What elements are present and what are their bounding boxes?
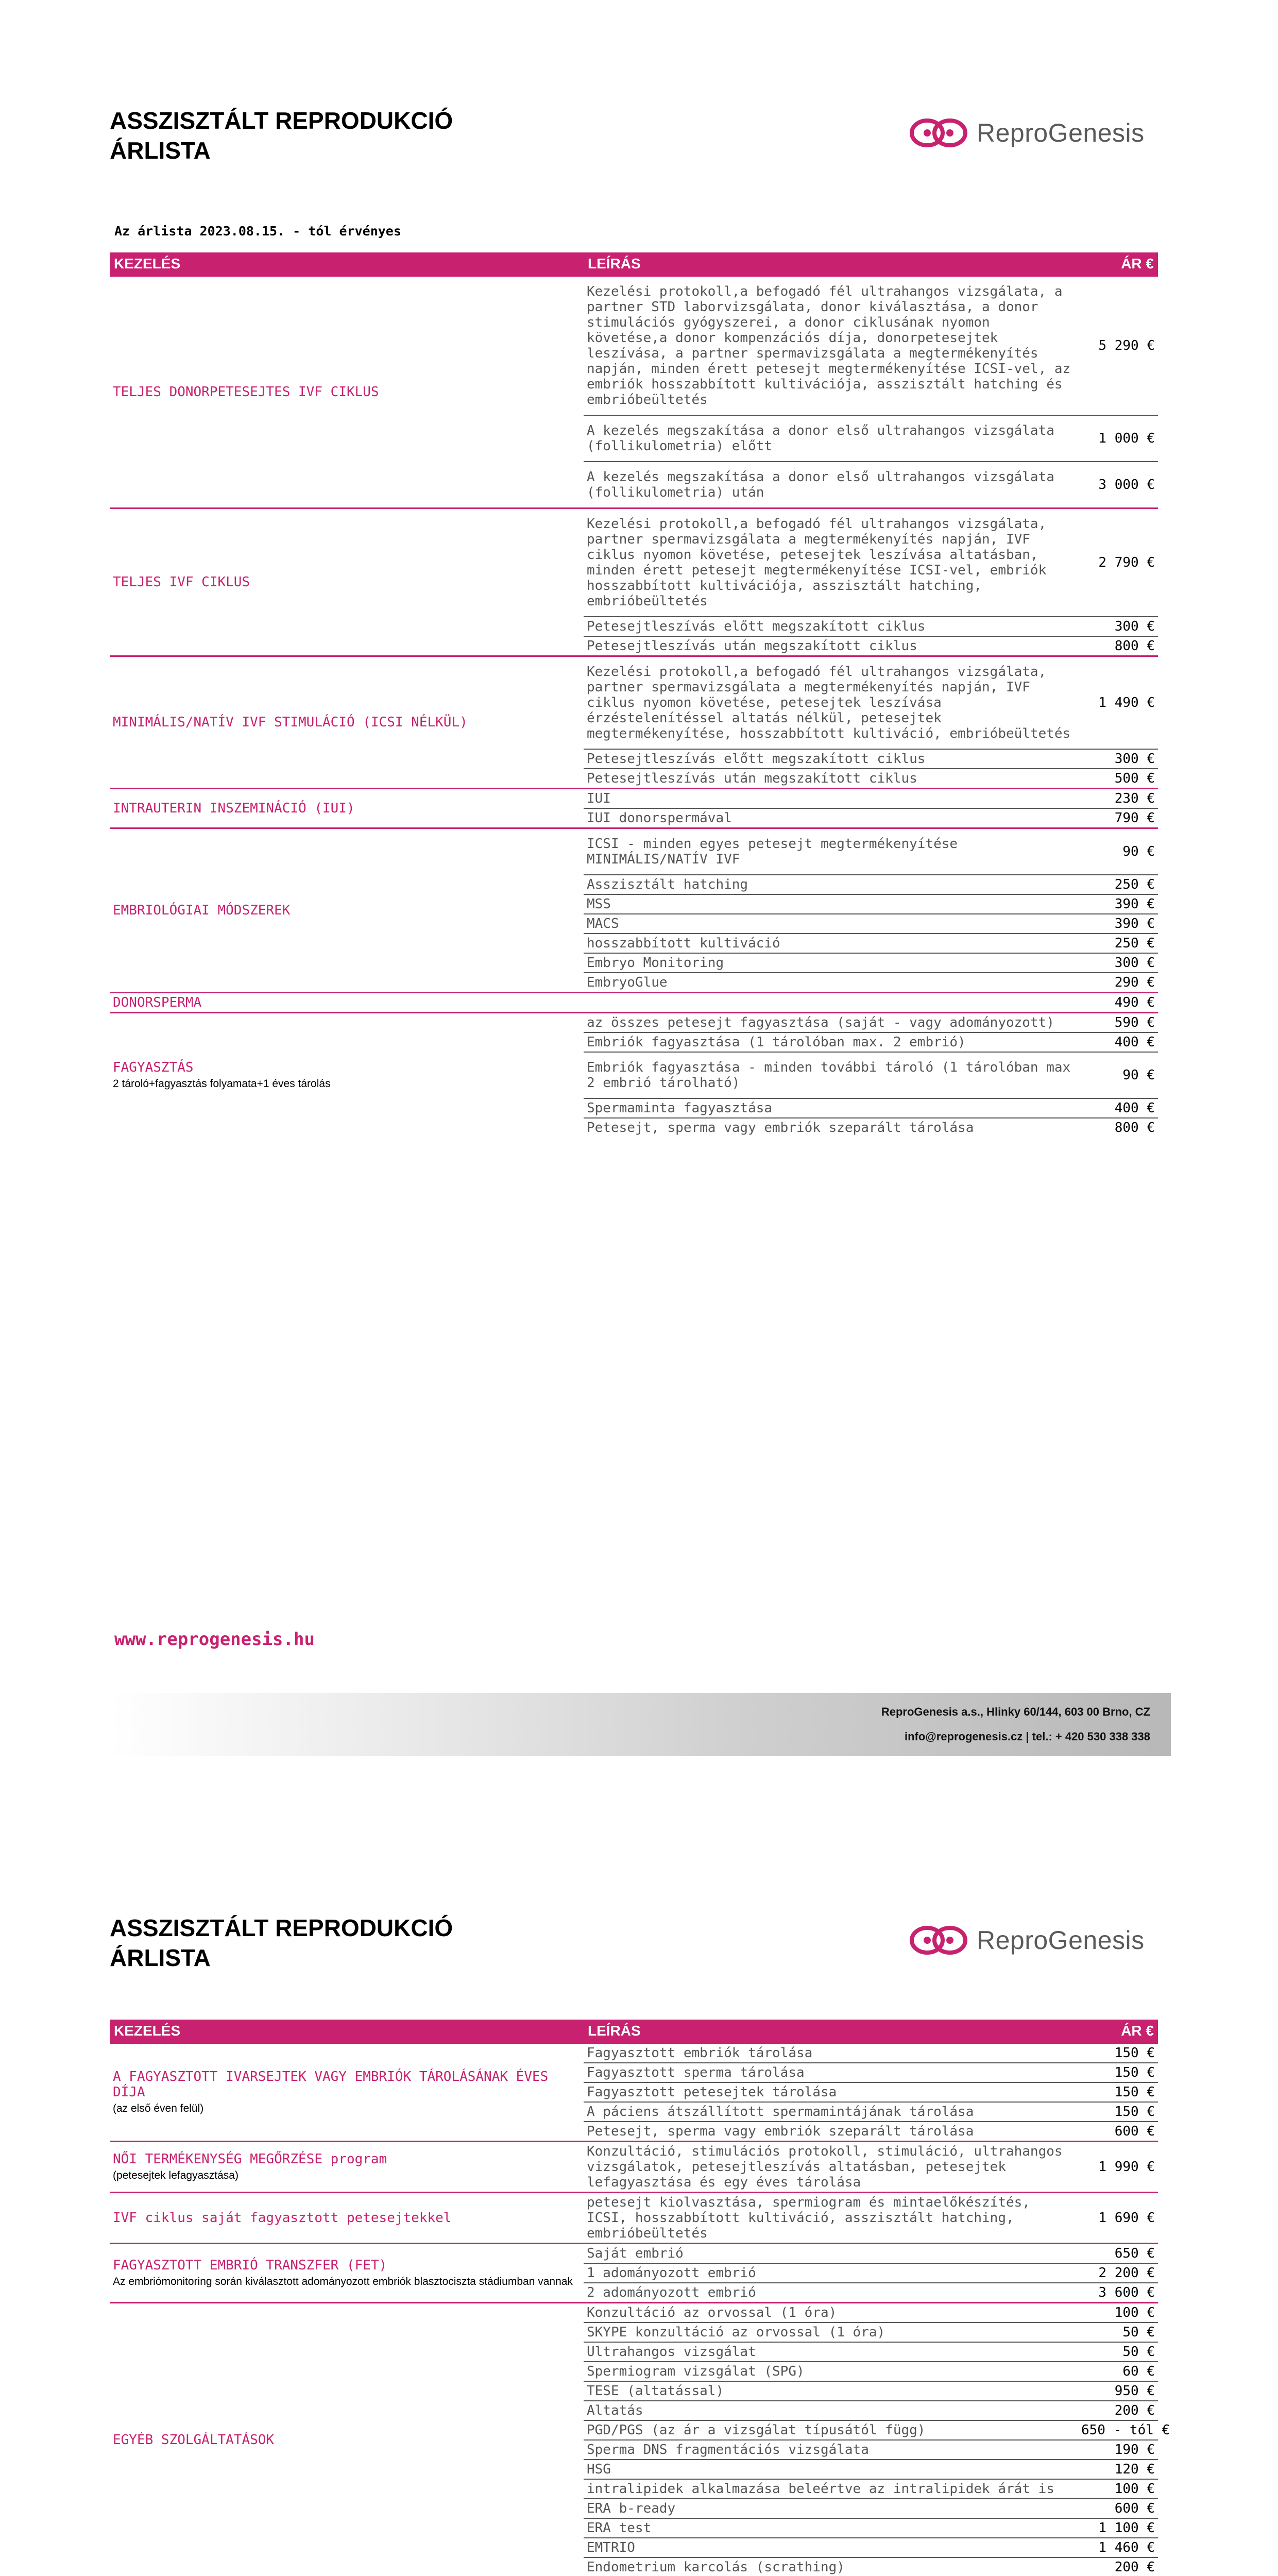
header-treatment: KEZELÉS [110,2020,584,2043]
table-row [110,2244,1158,2264]
description-cell: EmbryoGlue [584,973,1078,993]
description-cell: A kezelés megszakítása a donor első ultrahangos vizsgálata (follikulometria) után [584,462,1078,509]
price-cell: 1 490 € [1078,656,1158,750]
price-cell: 2 790 € [1078,509,1158,617]
header-description: LEÍRÁS [584,2020,1078,2043]
table-row [110,2142,1158,2193]
price-cell: 150 € [1078,2063,1158,2082]
title-line-1: ASSZISZTÁLT REPRODUKCIÓ [110,1914,453,1941]
category-name: TELJES DONORPETESEJTES IVF CIKLUS [113,384,379,400]
price-cell: 590 € [1078,1013,1158,1033]
description-cell: Petesejtleszívás után megszakított ciklus [584,636,1078,656]
price-cell: 250 € [1078,934,1158,953]
description-cell: A páciens átszállított spermamintájának tárolása [584,2102,1078,2122]
table-row [110,2193,1158,2244]
description-cell: Embryo Monitoring [584,953,1078,973]
price-cell: 200 € [1078,2401,1158,2420]
price-cell: 50 € [1078,2342,1158,2362]
price-cell: 150 € [1078,2102,1158,2122]
table-row [110,2303,1158,2323]
price-cell: 190 € [1078,2440,1158,2460]
category-name: EGYÉB SZOLGÁLTATÁSOK [113,2432,275,2448]
description-cell: az összes petesejt fagyasztása (saját - vagy adományozott) [584,1013,1078,1033]
header-treatment: KEZELÉS [110,252,584,276]
table-header-row [110,252,1158,276]
description-cell: MACS [584,914,1078,934]
price-cell: 800 € [1078,1118,1158,1137]
table-row [110,789,1158,809]
price-cell: 3 000 € [1078,462,1158,509]
description-cell: IUI [584,789,1078,809]
description-cell: Sperma DNS fragmentációs vizsgálata [584,2440,1078,2460]
description-cell: Petesejt, sperma vagy embriók szeparált tárolása [584,1118,1078,1137]
logo-icon [908,1925,969,1956]
price-cell: 390 € [1078,894,1158,914]
price-cell: 300 € [1078,953,1158,973]
description-cell: Fagyasztott sperma tárolása [584,2063,1078,2082]
brand-name: ReproGenesis [977,118,1145,147]
price-cell: 650 € [1078,2244,1158,2264]
footer-address: ReproGenesis a.s., Hlinky 60/144, 603 00 Brno, CZ [881,1705,1150,1718]
category-name: NŐI TERMÉKENYSÉG MEGŐRZÉSE program [113,2151,387,2167]
header-description: LEÍRÁS [584,252,1078,276]
description-cell: Konzultáció az orvossal (1 óra) [584,2303,1078,2323]
table-row [110,656,1158,750]
description-cell: petesejt kiolvasztása, spermiogram és mintaelőkészítés, ICSI, hosszabbított kultiváció, asszisztált hatching, embrióbeültetés [584,2193,1078,2244]
logo-icon [908,117,969,148]
category-name: DONORSPERMA [113,995,202,1010]
price-cell: 490 € [1078,993,1158,1013]
price-cell: 1 990 € [1078,2142,1158,2193]
price-cell: 150 € [1078,2082,1158,2102]
description-cell: intralipidek alkalmazása beleértve az intralipidek árát is [584,2479,1078,2499]
price-cell: 300 € [1078,749,1158,769]
description-cell: A kezelés megszakítása a donor első ultrahangos vizsgálata (follikulometria) előtt [584,415,1078,462]
price-cell: 60 € [1078,2362,1158,2381]
table-row [110,509,1158,617]
price-cell: 1 460 € [1078,2538,1158,2557]
description-cell: PGD/PGS (az ár a vizsgálat típusától függ) [584,2420,1078,2440]
category-name: FAGYASZTOTT EMBRIÓ TRANSZFER (FET) [113,2258,387,2273]
table-row [110,2043,1158,2063]
table-row [110,828,1158,875]
price-cell: 650 - tól € [1078,2420,1158,2440]
category-cell [110,276,584,509]
price-cell: 150 € [1078,2043,1158,2063]
price-cell: 120 € [1078,2460,1158,2479]
description-cell: Altatás [584,2401,1078,2420]
title-line-2: ÁRLISTA [110,1944,211,1971]
category-cell [110,509,584,656]
category-cell [110,993,584,1013]
description-cell: Kezelési protokoll,a befogadó fél ultrahangos vizsgálata, partner spermavizsgálata a megtermékenyítés napján, IVF ciklus nyomon követése, petesejtek leszívása altatásban, minden érett petesejt megtermékenyítése ICSI-vel, embriók hosszabbított kultivációja, asszisztált hatching, embrióbeültetés [584,509,1078,617]
price-table-2 [110,2020,1170,2576]
price-cell: 950 € [1078,2381,1158,2401]
price-cell: 500 € [1078,769,1158,789]
price-cell: 800 € [1078,636,1158,656]
description-cell: Endometrium karcolás (scrathing) [584,2557,1078,2576]
price-cell: 400 € [1078,1032,1158,1052]
category-cell [110,1013,584,1138]
price-cell: 100 € [1078,2479,1158,2499]
description-cell: Fagyasztott petesejtek tárolása [584,2082,1078,2102]
price-cell: 2 200 € [1078,2263,1158,2283]
price-cell: 100 € [1078,2303,1158,2323]
category-note: 2 tároló+fagyasztás folyamata+1 éves tárolás [113,1078,331,1090]
category-name: A FAGYASZTOTT IVARSEJTEK VAGY EMBRIÓK TÁROLÁSÁNAK ÉVES DÍJA [113,2069,549,2100]
description-cell: ERA test [584,2518,1078,2538]
price-table-1 [110,252,1158,1137]
header-price: ÁR € [1078,2020,1158,2043]
description-cell: Asszisztált hatching [584,875,1078,894]
description-cell: Saját embrió [584,2244,1078,2264]
price-cell: 1 690 € [1078,2193,1158,2244]
price-cell: 250 € [1078,875,1158,894]
description-cell: SKYPE konzultáció az orvossal (1 óra) [584,2323,1078,2342]
price-cell: 50 € [1078,2323,1158,2342]
page-title [110,1913,453,1973]
category-cell [110,2142,584,2193]
description-cell: Embriók fagyasztása (1 tárolóban max. 2 embrió) [584,1032,1078,1052]
category-cell [110,2193,584,2244]
description-cell: Konzultáció, stimulációs protokoll, stimuláció, ultrahangos vizsgálatok, petesejtleszívás altatásban, petesejtek lefagyasztása és egy éves tárolása [584,2142,1078,2193]
price-cell: 290 € [1078,973,1158,993]
footer [110,1693,1171,1756]
description-cell: TESE (altatással) [584,2381,1078,2401]
category-note: (az első éven felül) [113,2103,204,2114]
category-name: INTRAUTERIN INSZEMINÁCIÓ (IUI) [113,801,355,816]
description-cell: IUI donorspermával [584,808,1078,828]
price-cell: 400 € [1078,1098,1158,1118]
page-title [110,106,453,165]
description-cell: EMTRIO [584,2538,1078,2557]
description-cell: MSS [584,894,1078,914]
category-cell [110,828,584,993]
price-cell: 390 € [1078,914,1158,934]
table-row [110,1013,1158,1033]
category-note: Az embriómonitoring során kiválasztott adományozott embriók blasztociszta stádiumban vannak [113,2276,573,2287]
category-cell [110,656,584,789]
description-cell: 1 adományozott embrió [584,2263,1078,2283]
price-cell: 600 € [1078,2499,1158,2518]
description-cell: Kezelési protokoll,a befogadó fél ultrahangos vizsgálata, partner spermavizsgálata a megtermékenyítés napján, IVF ciklus nyomon követése, petesejtek leszívása érzéstelenítéssel altatás nélkül, petesejtek megtermékenyítése, hosszabbított kultiváció, embrióbeültetés [584,656,1078,750]
table-row [110,276,1158,416]
price-cell: 300 € [1078,617,1158,636]
page-2 [0,1807,1278,2576]
description-cell: Kezelési protokoll,a befogadó fél ultrahangos vizsgálata, a partner STD laborvizsgálata, donor kiválasztása, a donor stimulációs gyógyszerei, a donor ciklusának nyomon követése,a donor kompenzációs díja, donorpetesejtek leszívása, a partner spermavizsgálata a megtermékenyítés napján, minden érett petesejt megtermékenyítése ICSI-vel, az embriók hosszabbított kultivációja, asszisztált hatching és embrióbeültetés [584,276,1078,416]
header-price: ÁR € [1078,252,1158,276]
footer-contact: info@reprogenesis.cz | tel.: + 420 530 338 338 [904,1730,1150,1743]
category-cell [110,789,584,828]
price-cell: 230 € [1078,789,1158,809]
table-row [110,993,1158,1013]
brand-name: ReproGenesis [977,1926,1145,1955]
website-link[interactable]: www.reprogenesis.hu [114,1629,315,1650]
validity-note: Az árlista 2023.08.15. - tól érvényes [114,224,401,239]
description-cell [584,993,1078,1013]
price-cell: 90 € [1078,828,1158,875]
category-cell [110,2244,584,2303]
price-cell: 5 290 € [1078,276,1158,416]
category-name: FAGYASZTÁS [113,1060,194,1075]
description-cell: Petesejtleszívás előtt megszakított ciklus [584,749,1078,769]
price-cell: 1 000 € [1078,415,1158,462]
description-cell: hosszabbított kultiváció [584,934,1078,953]
price-cell: 90 € [1078,1052,1158,1098]
price-cell: 790 € [1078,808,1158,828]
category-name: MINIMÁLIS/NATÍV IVF STIMULÁCIÓ (ICSI NÉLKÜL) [113,715,468,730]
description-cell: Embriók fagyasztása - minden további tároló (1 tárolóban max 2 embrió tárolható) [584,1052,1078,1098]
description-cell: Ultrahangos vizsgálat [584,2342,1078,2362]
category-name: IVF ciklus saját fagyasztott petesejtekkel [113,2210,452,2226]
category-name: EMBRIOLÓGIAI MÓDSZEREK [113,903,291,918]
table-header-row [110,2020,1158,2043]
category-note: (petesejtek lefagyasztása) [113,2170,238,2181]
price-cell: 1 100 € [1078,2518,1158,2538]
description-cell: HSG [584,2460,1078,2479]
description-cell: Petesejtleszívás előtt megszakított ciklus [584,617,1078,636]
price-cell: 600 € [1078,2122,1158,2142]
description-cell: Petesejt, sperma vagy embriók szeparált tárolása [584,2122,1078,2142]
description-cell: 2 adományozott embrió [584,2283,1078,2303]
category-cell [110,2043,584,2142]
category-cell [110,2303,584,2576]
description-cell: ICSI - minden egyes petesejt megtermékenyítése MINIMÁLIS/NATÍV IVF [584,828,1078,875]
price-cell: 200 € [1078,2557,1158,2576]
price-cell: 3 600 € [1078,2283,1158,2303]
description-cell: Petesejtleszívás után megszakított ciklus [584,769,1078,789]
description-cell: Spermiogram vizsgálat (SPG) [584,2362,1078,2381]
title-line-1: ASSZISZTÁLT REPRODUKCIÓ [110,107,453,134]
title-line-2: ÁRLISTA [110,137,211,164]
brand-logo [908,117,1145,148]
description-cell: Spermaminta fagyasztása [584,1098,1078,1118]
description-cell: Fagyasztott embriók tárolása [584,2043,1078,2063]
category-name: TELJES IVF CIKLUS [113,574,250,590]
description-cell: ERA b-ready [584,2499,1078,2518]
brand-logo [908,1925,1145,1956]
